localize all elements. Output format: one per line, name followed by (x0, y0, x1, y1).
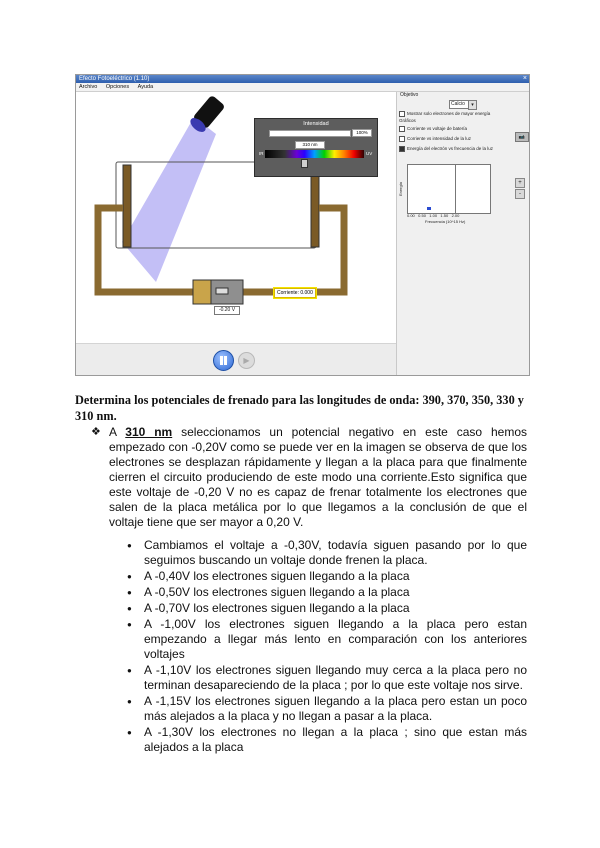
simulation-screenshot (75, 74, 530, 376)
sim-controls (76, 343, 396, 376)
wavelength-slider-handle[interactable] (301, 159, 308, 168)
list-item: ● A -0,50V los electrones siguen llegando a la placa (144, 585, 527, 600)
question-heading: Determina los potenciales de frenado para las longitudes de onda: 390, 370, 350, 330 y 310 nm. (75, 393, 524, 423)
wavelength-spectrum[interactable] (265, 150, 364, 158)
step-button[interactable]: ▶ (238, 352, 255, 369)
graph-energy-frequency-option[interactable]: Energía del electrón vs frecuencia de la luz (399, 146, 493, 152)
tick-label: 0.00 (407, 213, 415, 218)
left-plate (123, 165, 131, 247)
menu-ayuda[interactable]: Ayuda (137, 84, 154, 90)
right-plate (311, 165, 319, 247)
tick-label: 1.00 (429, 213, 438, 218)
metal-select[interactable]: Calcio (449, 100, 470, 109)
graph-current-intensity-option[interactable]: Corriente vs intensidad de la luz (399, 136, 471, 142)
light-beam (122, 117, 216, 282)
graph-data-point (427, 207, 431, 210)
battery-voltage[interactable]: -0.20 V (214, 306, 240, 315)
checkbox-checked[interactable] (399, 146, 405, 152)
tick-label: 0.50 (418, 213, 426, 218)
battery-icon[interactable] (193, 280, 243, 304)
list-item: ● A -1,00V los electrones siguen llegando a la placa pero estan empezando a llegar más lento en comparación con los anteriores voltajes (144, 617, 527, 662)
camera-icon[interactable]: 📷 (515, 132, 529, 142)
voltage-observations-list (144, 538, 527, 756)
energy-frequency-graph (407, 164, 491, 214)
graph-threshold-line (455, 165, 456, 213)
diamond-bullet-icon: ❖ (91, 426, 101, 438)
wavelength-highlight: 310 nm (125, 425, 173, 439)
zoom-in-icon[interactable]: + (515, 178, 525, 188)
pause-button[interactable] (213, 350, 234, 371)
list-item: ● A -0,40V los electrones siguen llegando a la placa (144, 569, 527, 584)
list-item: ● A -1,15V los electrones siguen llegando a la placa pero estan un poco más alejados a la placa y no llegan a pasar a la placa. (144, 694, 527, 724)
menu-archivo[interactable]: Archivo (79, 84, 98, 90)
wavelength-value[interactable]: 310 nm (295, 141, 325, 149)
sim-menubar (76, 83, 529, 92)
chevron-down-icon[interactable]: ▾ (468, 100, 477, 110)
sim-title: Efecto Fotoeléctrico (1.10) (79, 76, 150, 82)
graph-ylabel: Energía (398, 181, 403, 196)
graph-xlabel: Frecuencia (10^15 Hz) (425, 219, 466, 224)
graph-ticks (407, 213, 497, 218)
graph-current-voltage-option[interactable]: Corriente vs voltaje de batería (399, 126, 467, 132)
para-text: seleccionamos un potencial negativo en este caso hemos empezado con -0,20V como se puede ver en la imagen se observa de que los electrones se desplazan rápidamente y llegan a la placa para que finalmente cierren el circuito produciendo de este modo una corriente.Esto significa que este voltaje de -0,20 V no es capaz de frenar totalmente los electrones que salen de la placa metálica por lo que llegamos a la conclusión de que el voltaje tiene que ser mayor a 0,20 V. (109, 425, 528, 529)
sim-titlebar (76, 75, 529, 83)
list-item: ● Cambiamos el voltaje a -0,30V, todavía siguen pasando por lo que seguimos buscando un voltaje donde frenen la placa. (144, 538, 527, 568)
intensity-value[interactable]: 100% (352, 129, 372, 137)
main-paragraph (91, 425, 528, 530)
ir-label: IR (259, 151, 264, 156)
show-highest-energy-option[interactable]: Mostrar solo electrones de mayor energía (399, 111, 490, 117)
wire-right (243, 208, 344, 292)
current-readout: Corriente: 0.000 (274, 288, 316, 298)
tick-label: 2.00 (451, 213, 460, 218)
sim-stage (76, 92, 396, 343)
intensity-title: Intensidad (303, 121, 329, 127)
checkbox[interactable] (399, 136, 405, 142)
checkbox[interactable] (399, 126, 405, 132)
list-item: ● A -1,30V los electrones no llegan a la placa ; sino que estan más alejados a la placa (144, 725, 527, 755)
para-prefix: A (109, 425, 117, 439)
checkbox[interactable] (399, 111, 405, 117)
menu-opciones[interactable]: Opciones (105, 84, 130, 90)
control-panel (396, 92, 530, 375)
target-title: Objetivo (400, 92, 419, 98)
graphs-title: Gráficos (399, 118, 416, 123)
intensity-slider[interactable] (269, 130, 351, 137)
close-icon[interactable]: × (522, 75, 527, 82)
zoom-out-icon[interactable]: - (515, 189, 525, 199)
list-item: ● A -1,10V los electrones siguen llegando muy cerca a la placa pero no terminan desapareciendo de la placa ; por lo que este voltaje nos sirve. (144, 663, 527, 693)
list-item: ● A -0,70V los electrones siguen llegando a la placa (144, 601, 527, 616)
light-control-panel (254, 118, 378, 177)
tick-label: 1.50 (440, 213, 449, 218)
uv-label: UV (366, 151, 373, 156)
